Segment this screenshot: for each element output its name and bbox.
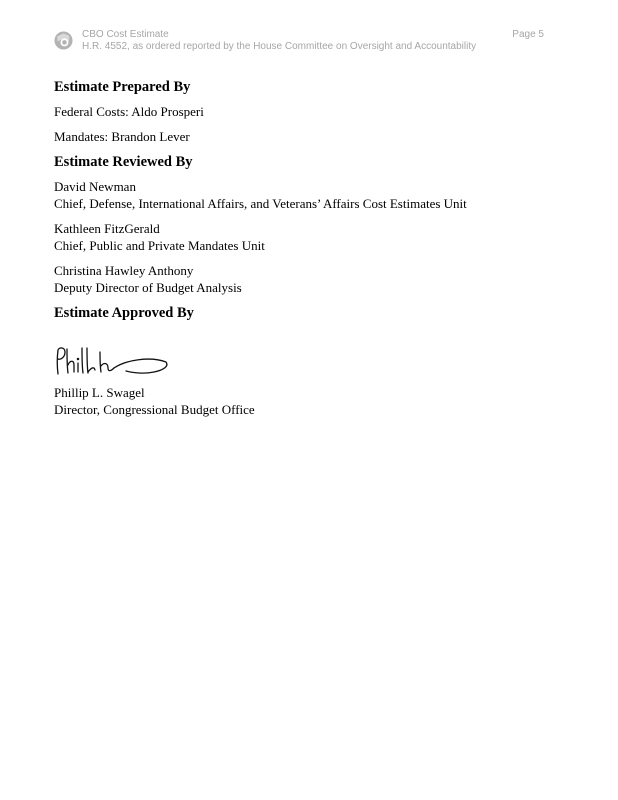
section-estimate-approved — [54, 304, 554, 418]
signature-image — [54, 344, 172, 380]
document-body — [54, 78, 554, 418]
page-number: Page 5 — [512, 29, 544, 40]
section-heading-reviewed: Estimate Reviewed By — [54, 154, 193, 170]
section-estimate-prepared — [54, 78, 554, 145]
section-heading-prepared: Estimate Prepared By — [54, 79, 191, 95]
reviewer-entry — [54, 178, 554, 212]
approver-title: Director, Congressional Budget Office — [54, 402, 255, 417]
federal-costs-line: Federal Costs: Aldo Prosperi — [54, 104, 204, 119]
approver-name: Phillip L. Swagel — [54, 385, 145, 400]
reviewer-entry — [54, 262, 554, 296]
reviewer-name: Christina Hawley Anthony — [54, 263, 194, 278]
reviewer-title: Chief, Defense, International Affairs, and Veterans’ Affairs Cost Estimates Unit — [54, 196, 467, 211]
section-estimate-reviewed — [54, 153, 554, 296]
reviewer-name: Kathleen FitzGerald — [54, 221, 160, 236]
reviewer-name: David Newman — [54, 179, 136, 194]
header-title: CBO Cost Estimate — [82, 29, 169, 40]
reviewer-title: Chief, Public and Private Mandates Unit — [54, 238, 265, 253]
cbo-logo-icon — [54, 31, 73, 50]
page-header — [54, 28, 546, 54]
mandates-line: Mandates: Brandon Lever — [54, 129, 190, 144]
reviewer-entry — [54, 220, 554, 254]
section-heading-approved: Estimate Approved By — [54, 305, 194, 321]
header-subtitle: H.R. 4552, as ordered reported by the House Committee on Oversight and Accountability — [82, 41, 477, 52]
reviewer-title: Deputy Director of Budget Analysis — [54, 280, 242, 295]
